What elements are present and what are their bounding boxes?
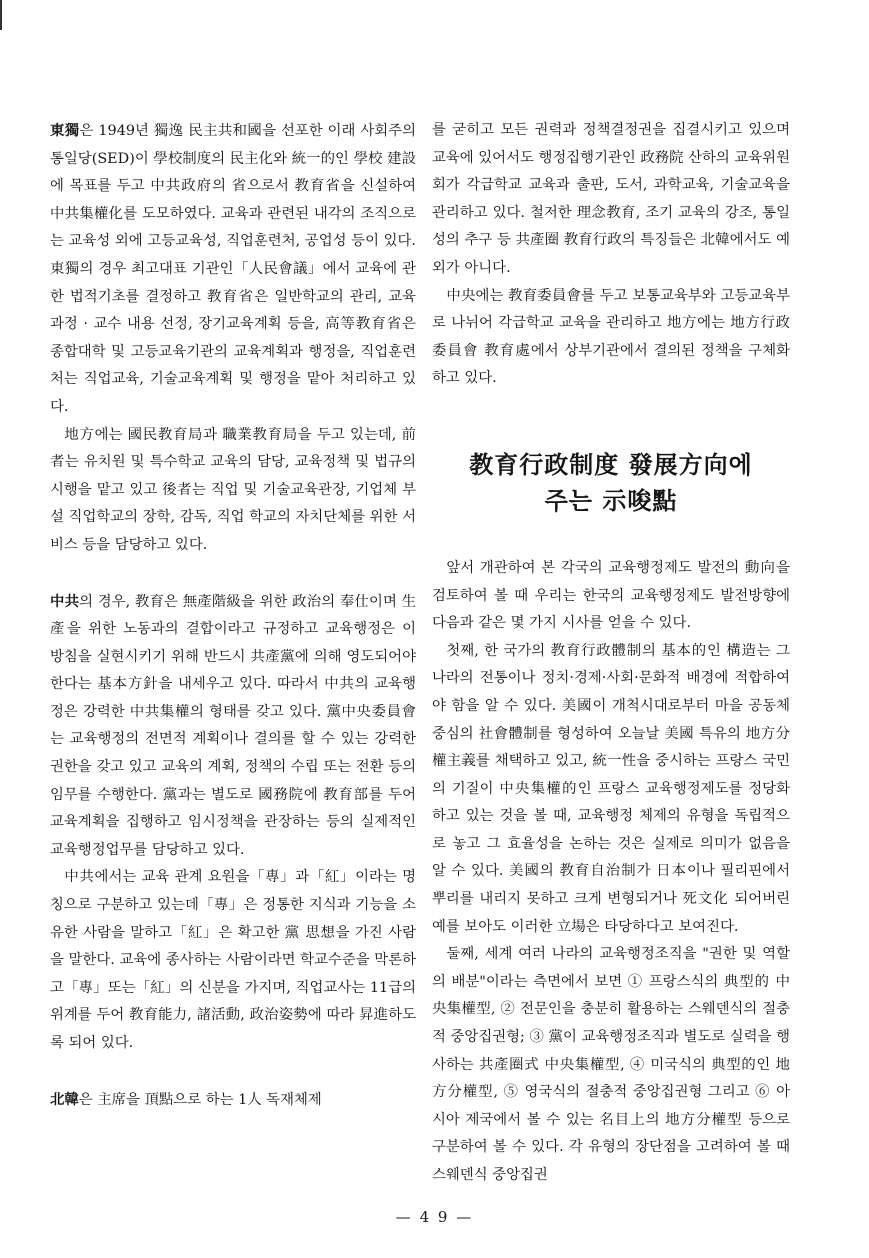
lead-term: 中共 — [50, 592, 80, 610]
section-heading — [432, 447, 790, 519]
section-heading-line-1: 教育行政制度 發展方向에 — [469, 449, 753, 479]
paragraph-text: 앞서 개관하여 본 각국의 교육행정제도 발전의 動向을 검토하여 볼 때 우리는 한국의 교육행정제도 발전방향에 다음과 같은 몇 가지 시사를 얻을 수 있다. — [432, 559, 790, 632]
paragraph-text: 中共에서는 교육 관계 요원을「專」과「紅」이라는 명칭으로 구분하고 있는데「專」은 정통한 지식과 기능을 소유한 사람을 말하고「紅」은 확고한 黨 思想을 가진 사람을 말한다. 교육에 종사하는 사람이라면 학교수준을 막론하고「專」또는「紅」의 신분을 가지며, 직업교사는 11급의 위계를 두어 教育能力, 諸活動, 政治姿勢에 따라 昇進하도록 되어 있다. — [50, 869, 416, 1051]
scan-edge-mark — [0, 0, 2, 30]
paragraph-second-point — [432, 941, 790, 1189]
paragraph-china-staff — [50, 864, 416, 1057]
paragraph-east-germany-local — [50, 422, 416, 560]
paragraph-text: 은 主席을 頂點으로 하는 1人 독재체제 — [78, 1091, 322, 1108]
paragraph-text: 둘째, 세계 여러 나라의 교육행정조직을 "권한 및 역할의 배분"이라는 측면에서 보면 ① 프랑스식의 典型的 中央集權型, ② 전문인을 충분히 활용하는 스웨덴식의 절충적 중앙집권형; ③ 黨이 교육행정조직과 별도로 실력을 행사하는 共產圈式 中央集權型, ④ 미국식의 典型的인 地方分權型, ⑤ 영국식의 절충적 중앙집권형 그리고 ⑥ 아시아 제국에서 볼 수 있는 名目上의 地方分權型 등으로 구분하여 볼 수 있다. 각 유형의 장단점을 고려하여 볼 때 스웨덴식 중앙집권 — [432, 946, 790, 1183]
paragraph-north-korea-central — [432, 283, 790, 393]
left-column — [50, 117, 416, 1114]
paragraph-text: 中央에는 教育委員會를 두고 보통교육부와 고등교육부로 나뉘어 각급학교 교육을 관리하고 地方에는 地方行政委員會 教育處에서 상부기관에서 결의된 정책을 구체화하고 있다. — [432, 287, 790, 387]
paragraph-first-point — [432, 638, 790, 942]
paragraph-text: 첫째, 한 국가의 教育行政體制의 基本的인 構造는 그 나라의 전통이나 정치·경제·사회·문화적 배경에 적합하여야 함을 알 수 있다. 美國이 개척시대로부터 마을 공동체 중심의 社會體制를 형성하여 오늘날 美國 특유의 地方分權主義를 채택하고 있고, 統一性을 중시하는 프랑스 국민의 기질이 中央集權的인 프랑스 교육행정제도를 정당화 하고 있는 것을 볼 때, 교육행정 체제의 유형을 독립적으로 놓고 그 효율성을 논하는 것은 실제로 의미가 없음을 알 수 있다. 美國의 教育自治制가 日本이나 필리핀에서 뿌리를 내리지 못하고 크게 변형되거나 死文化 되어버린 예를 보아도 이러한 立場은 타당하다고 보여진다. — [432, 642, 790, 935]
paragraph-intro — [432, 555, 790, 638]
paragraph-china — [50, 588, 416, 865]
paragraph-north-korea — [50, 1086, 416, 1115]
paragraph-text: 은 1949년 獨逸 民主共和國을 선포한 이래 사회주의 통일당(SED)이 學校制度의 民主化와 統一的인 學校 建設에 목표를 두고 中共政府의 省으로서 教育省을 신설하여 中共集權化를 도모하였다. 교육과 관련된 내각의 조직으로는 교육성 외에 고등교육성, 직업훈련처, 공업성 등이 있다. 東獨의 경우 최고대표 기관인「人民會議」에서 교육에 관한 법적기초를 결정하고 教育省은 일반학교의 관리, 교육과정 · 교수 내용 선정, 장기교육계획 등을, 高等教育省은 종합대학 및 고등교육기관의 교육계획과 행정을, 직업훈련처는 직업교육, 기술교육계획 및 행정을 맡아 처리하고 있다. — [50, 123, 416, 415]
paragraph-text: 를 굳히고 모든 권력과 정책결정권을 집결시키고 있으며 교육에 있어서도 행정집행기관인 政務院 산하의 교육위원회가 각급학교 교육과 출판, 도서, 과학교육, 기술교육을 관리하고 있다. 철저한 理念教育, 조기 교육의 강조, 통일성의 추구 등 共產圈 教育行政의 특징들은 北韓에서도 예외가 아니다. — [432, 122, 790, 276]
paragraph-north-korea-cont — [432, 117, 790, 283]
paragraph-text: 의 경우, 教育은 無產階級을 위한 政治의 奉仕이며 生產을 위한 노동과의 결합이라고 규정하고 교육행정은 이 방침을 실현시키기 위해 반드시 共產黨에 의해 영도되어야 한다는 基本方針을 내세우고 있다. 따라서 中共의 교육행정은 강력한 中共集權의 형태를 갖고 있다. 黨中央委員會는 교육행정의 전면적 계획이나 결의를 할 수 있는 강력한 권한을 갖고 있고 교육의 계획, 정책의 수립 또는 전환 등의 임무를 수행한다. 黨과는 별도로 國務院에 教育部를 두어 교육계획을 집행하고 임시정책을 관장하는 등의 실제적인 교육행정업무를 담당하고 있다. — [50, 593, 416, 858]
page-number: — 4 9 — — [395, 1208, 474, 1226]
paragraph-east-germany — [50, 117, 416, 422]
section-heading-line-2: 주는 示唆點 — [544, 485, 678, 515]
right-column — [432, 117, 790, 1190]
lead-term: 北韓 — [50, 1090, 79, 1108]
lead-term: 東獨 — [50, 122, 80, 139]
paragraph-text: 地方에는 國民教育局과 職業教育局을 두고 있는데, 前者는 유치원 및 특수학교 교육의 담당, 교육정책 및 법규의 시행을 맡고 있고 後者는 직업 및 기술교육관장, 기업체 부설 직업학교의 장학, 감독, 직업 학교의 자치단체를 위한 서비스 등을 담당하고 있다. — [50, 426, 416, 553]
